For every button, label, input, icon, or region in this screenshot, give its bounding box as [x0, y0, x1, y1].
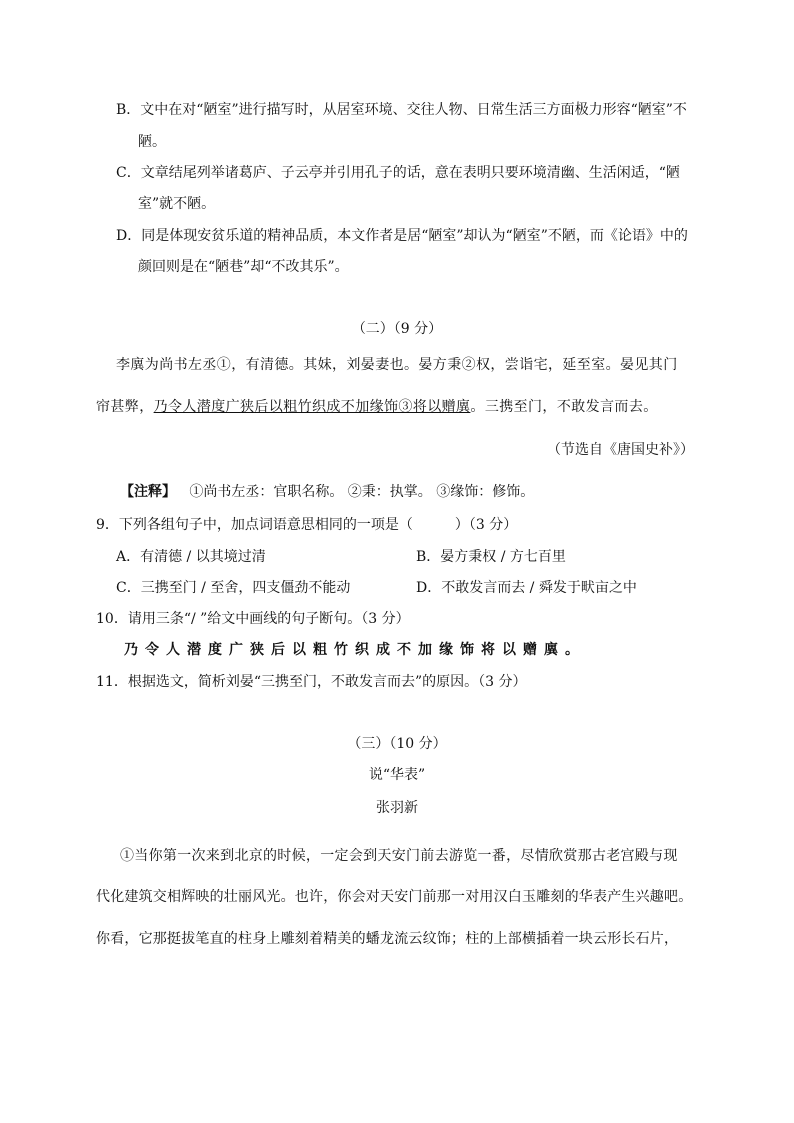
- option-d-line1: D．同是体现安贫乐道的精神品质，本文作者是居“陋室”却认为“陋室”不陋，而《论语》中的: [116, 228, 688, 244]
- paragraph-text-post: 。三携至门，不敢发言而去。: [470, 399, 658, 415]
- section3-paragraph-line1: ①当你第一次来到北京的时候，一定会到天安门前去游览一番，尽情欣赏那古老宫殿与现: [120, 848, 678, 864]
- q9-option-a: A．有清德 / 以其境过清: [116, 549, 266, 565]
- q10-stem: 10．请用三条“/ ”给文中画线的句子断句。（3 分）: [96, 611, 410, 627]
- notes: [120, 482, 534, 502]
- section3-heading: （三）（10 分）: [347, 736, 447, 752]
- q9-stem: 9．下列各组句子中，加点词语意思相同的一项是（ ）（3 分）: [96, 517, 518, 533]
- q9-option-c: C．三携至门 / 至舍，四支僵劲不能动: [116, 580, 351, 596]
- article-author: 张羽新: [376, 800, 418, 816]
- q9-option-b: B．晏方秉权 / 方七百里: [416, 549, 566, 565]
- q10-sentence: 乃令人潜度广狭后以粗竹织成不加缘饰将以赠廙。: [124, 642, 586, 658]
- section3-paragraph-line3: 你看，它那挺拔笔直的柱身上雕刻着精美的蟠龙流云纹饰；柱的上部横插着一块云形长石片，: [96, 931, 679, 947]
- q9-option-d: D．不敢发言而去 / 舜发于畎亩之中: [416, 580, 637, 596]
- paragraph-text-pre: 帘甚弊，: [96, 399, 154, 415]
- section2-heading: （二）（9 分）: [351, 321, 443, 337]
- section3-paragraph-line2: 代化建筑交相辉映的壮丽风光。也许，你会对天安门前那一对用汉白玉雕刻的华表产生兴趣吧。: [96, 889, 693, 905]
- underlined-sentence: 乃令人潜度广狭后以粗竹织成不加缘饰③将以赠廙: [153, 399, 471, 415]
- article-title: 说“华表”: [368, 767, 426, 783]
- q11-stem: 11．根据选文，简析刘晏“三携至门，不敢发言而去”的原因。（3 分）: [96, 674, 527, 690]
- section2-paragraph-line1: 李廙为尚书左丞①，有清德。其妹，刘晏妻也。晏方秉②权，尝诣宅，延至室。晏见其门: [116, 357, 678, 373]
- notes-label: 【注释】: [120, 484, 176, 500]
- option-d-line2: 颜回则是在“陋巷”却“不改其乐”。: [138, 259, 349, 275]
- section2-paragraph-line2: [96, 397, 658, 417]
- notes-text: ①尚书左丞：官职名称。 ②秉：执掌。 ③缘饰：修饰。: [189, 484, 535, 500]
- option-c-line2: 室”就不陋。: [138, 196, 216, 212]
- source-citation: （节选自《唐国史补》）: [547, 442, 694, 458]
- option-c-line1: C．文章结尾列举诸葛庐、子云亭并引用孔子的话，意在表明只要环境清幽、生活闲适，“陋: [116, 165, 680, 181]
- option-b-line2: 陋。: [138, 134, 166, 150]
- option-b-line1: B．文中在对“陋室”进行描写时，从居室环境、交往人物、日常生活三方面极力形容“陋室”不: [116, 102, 687, 118]
